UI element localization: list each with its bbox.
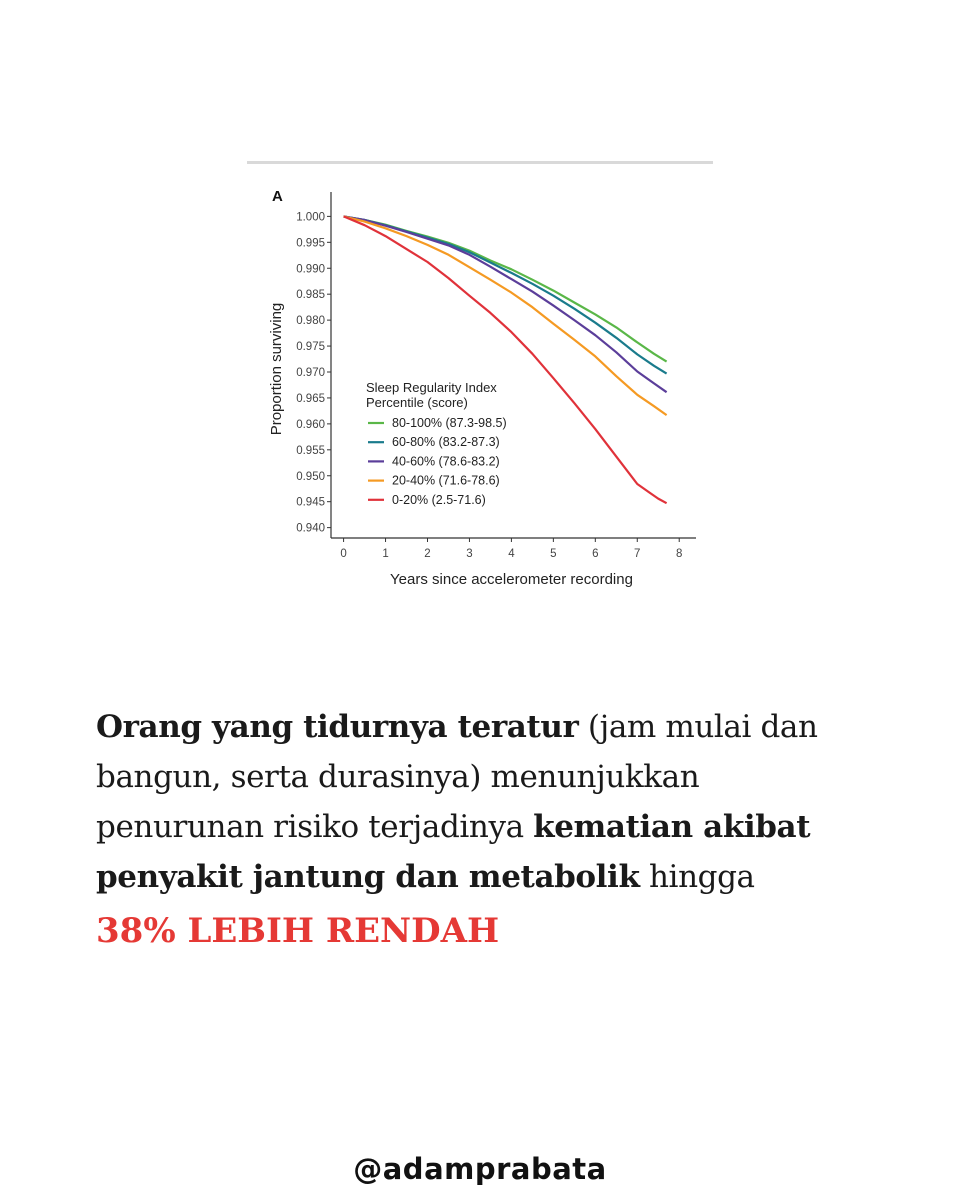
y-tick-label: 0.950 xyxy=(296,470,325,483)
x-tick-label: 0 xyxy=(340,548,347,560)
headline-text xyxy=(96,702,876,960)
y-tick-label: 0.990 xyxy=(296,263,325,276)
x-tick-label: 7 xyxy=(634,548,641,560)
y-tick-label: 0.980 xyxy=(296,315,325,328)
headline-text-1: (jam mulai dan bangun, serta durasinya) menunjukkan penurunan risiko terjadinya xyxy=(96,709,818,845)
headline-highlight: 38% LEBIH RENDAH xyxy=(96,911,500,951)
x-tick-label: 3 xyxy=(466,548,473,560)
y-axis-title: Proportion surviving xyxy=(268,302,285,436)
y-tick-label: 1.000 xyxy=(296,211,325,224)
y-tick-label: 0.985 xyxy=(296,289,325,302)
x-tick-label: 2 xyxy=(424,548,431,560)
legend-title-line: Sleep Regularity Index xyxy=(366,380,497,395)
x-tick-label: 1 xyxy=(382,548,389,560)
x-tick-label: 5 xyxy=(550,548,557,560)
headline-text-2: hingga xyxy=(639,859,755,895)
x-tick-label: 4 xyxy=(508,548,515,560)
legend-label-4: 0-20% (2.5-71.6) xyxy=(392,492,486,507)
x-tick-label: 6 xyxy=(592,548,599,560)
legend-title-line: Percentile (score) xyxy=(366,395,468,410)
x-axis-title: Years since accelerometer recording xyxy=(390,571,633,588)
y-tick-label: 0.975 xyxy=(296,341,325,354)
legend-label-0: 80-100% (87.3-98.5) xyxy=(392,416,507,430)
headline-bold-1: Orang yang tidurnya teratur xyxy=(96,709,579,745)
y-tick-label: 0.945 xyxy=(296,496,325,509)
author-handle: @adamprabata xyxy=(353,1152,607,1186)
y-tick-label: 0.970 xyxy=(296,367,325,379)
y-tick-label: 0.995 xyxy=(296,237,325,250)
y-tick-label: 0.940 xyxy=(296,522,325,535)
x-tick-label: 8 xyxy=(676,548,683,560)
legend-label-3: 20-40% (71.6-78.6) xyxy=(392,473,500,488)
legend-label-2: 40-60% (78.6-83.2) xyxy=(392,454,500,469)
series-line-2 xyxy=(344,216,667,392)
headline-bold-2: kematian akibat penyakit jantung dan metabolik xyxy=(96,809,811,895)
y-tick-label: 0.955 xyxy=(296,444,325,457)
y-tick-label: 0.960 xyxy=(296,418,325,431)
panel-label: A xyxy=(272,188,283,205)
legend-label-1: 60-80% (83.2-87.3) xyxy=(392,435,500,450)
y-tick-label: 0.965 xyxy=(296,392,325,405)
